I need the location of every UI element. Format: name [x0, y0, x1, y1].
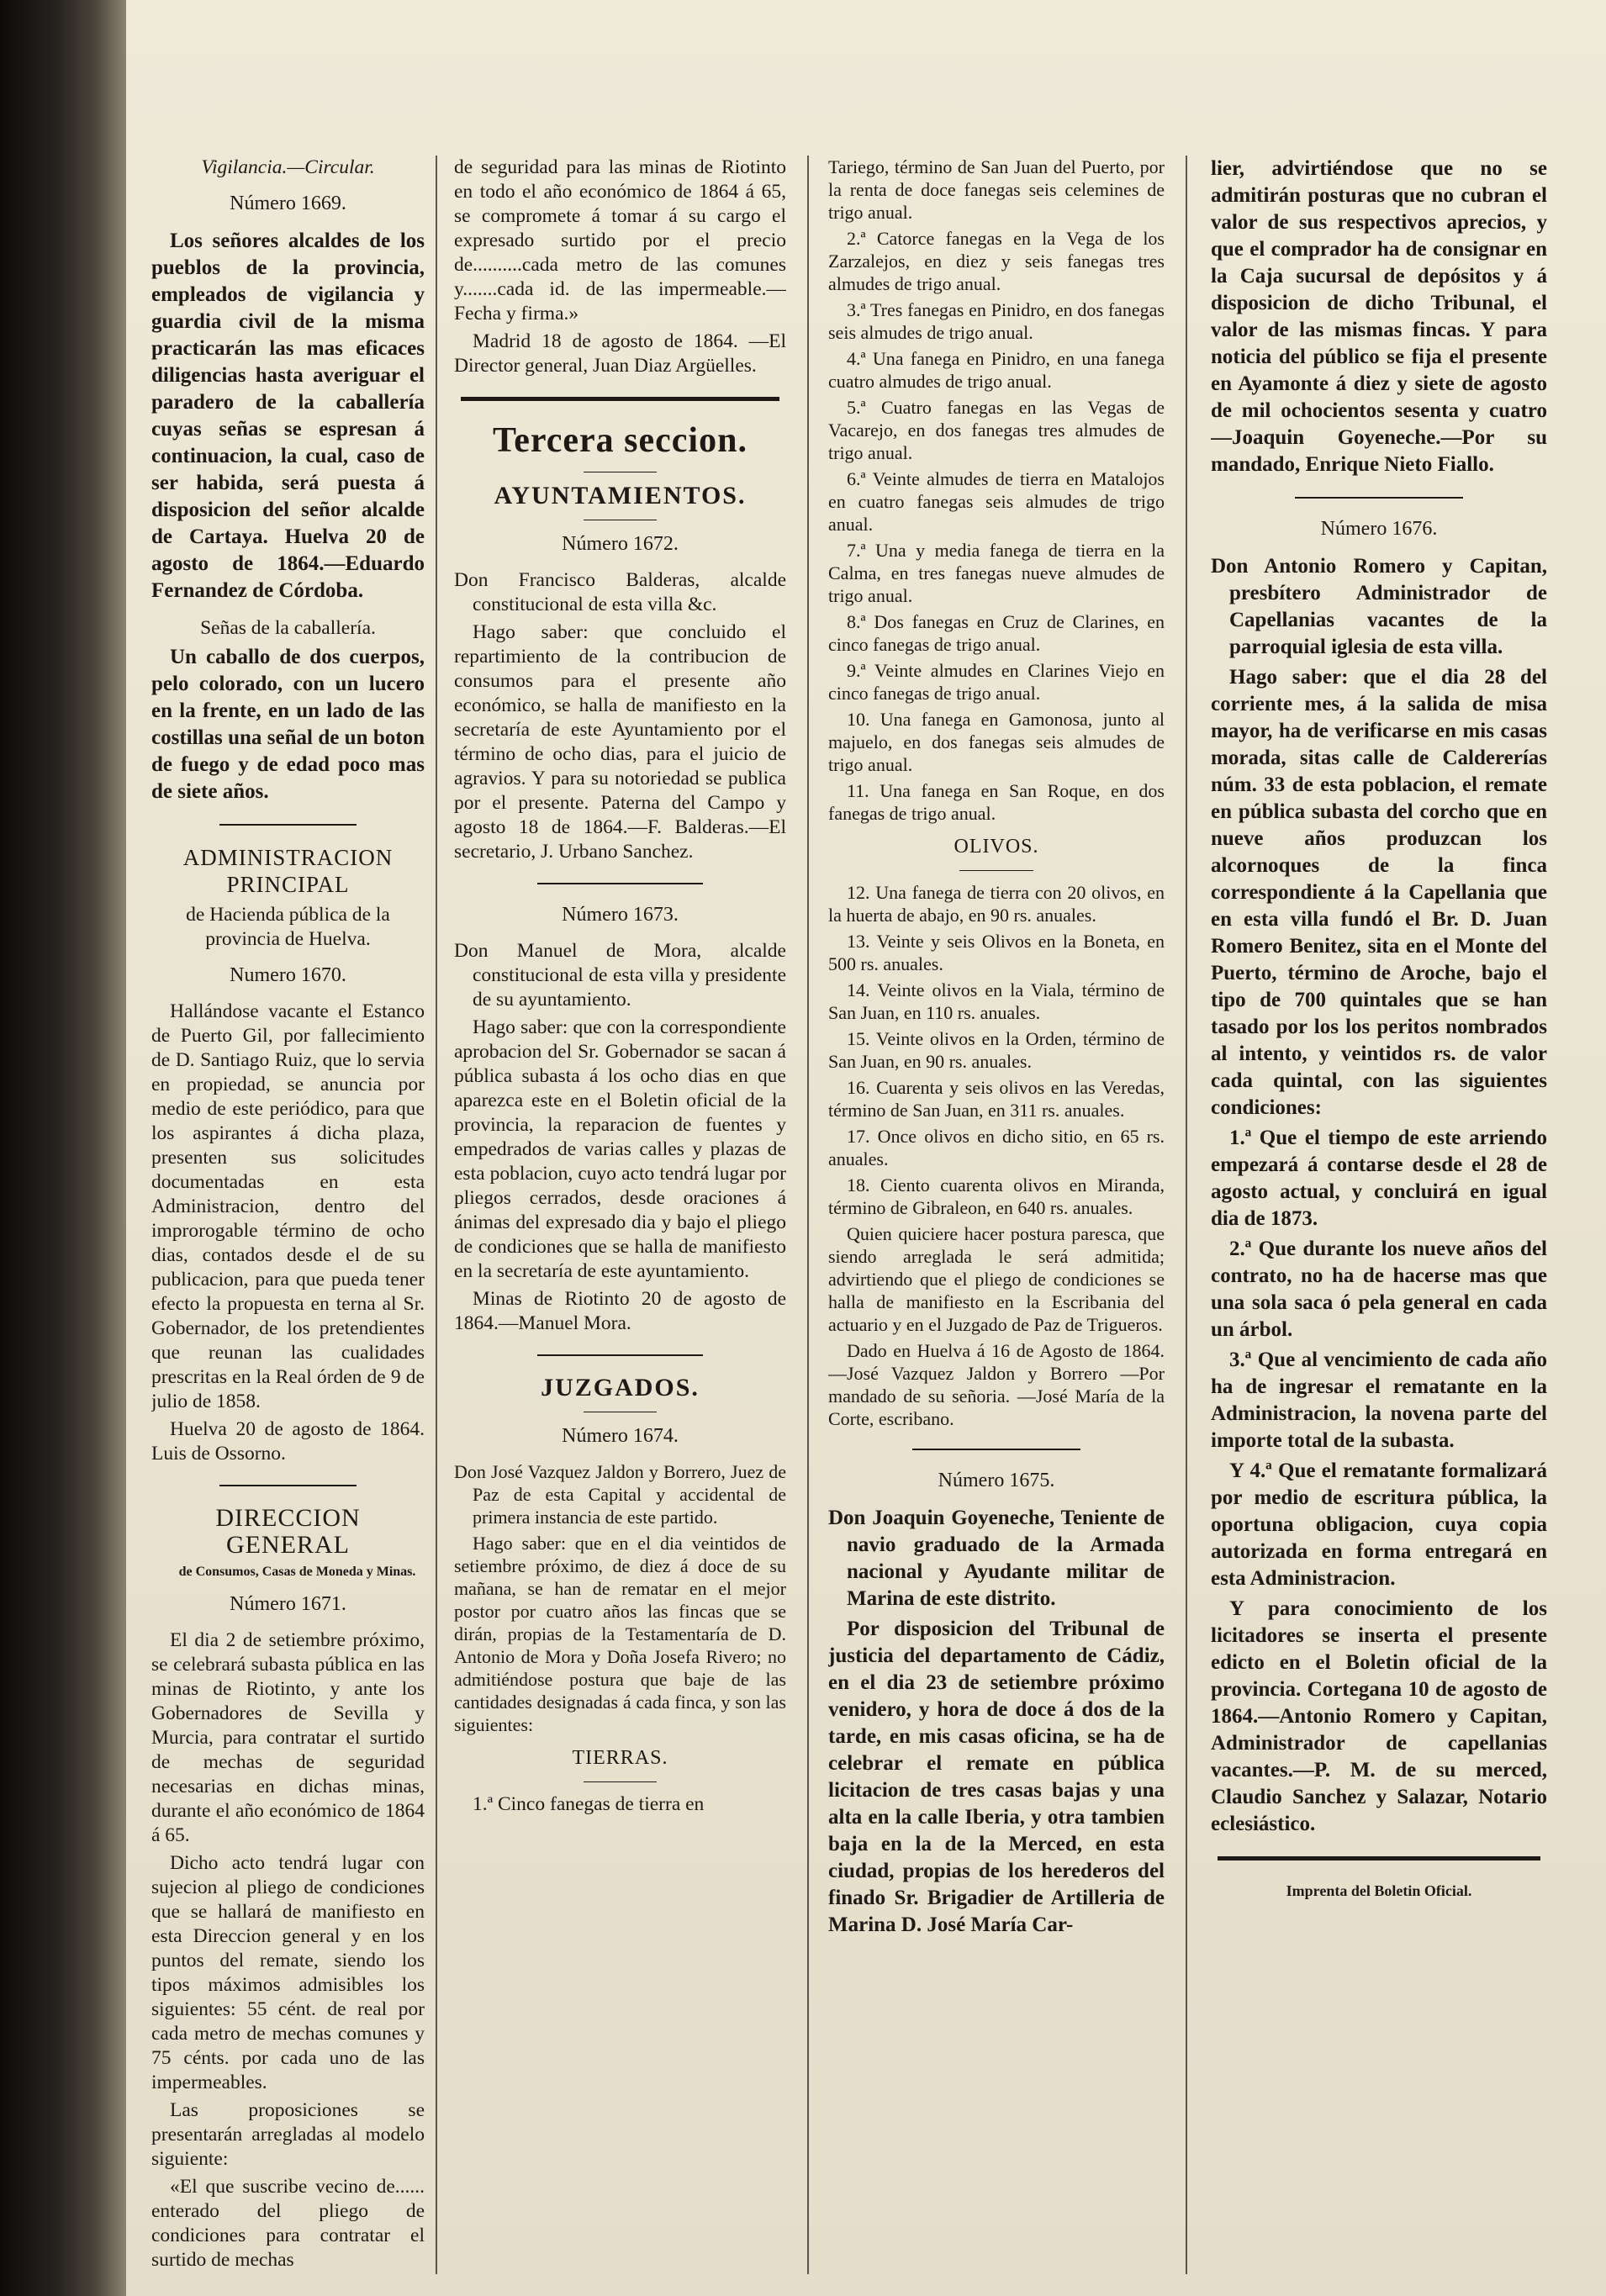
list-item: 5.ª Cuatro fanegas en las Vegas de Vacarejo, en dos fanegas tres almudes de trigo anual. — [828, 397, 1165, 463]
separator — [584, 1781, 657, 1782]
section-title: Señas de la caballería. — [200, 617, 376, 639]
list-item: 3.ª Tres fanegas en Pinidro, en dos fanegas seis almudes de trigo anual. — [828, 299, 1165, 343]
section-heading: AYUNTAMIENTOS. — [494, 482, 747, 509]
list-item: 14. Veinte olivos en la Viala, término de San Juan, en 110 rs. anuales. — [828, 979, 1165, 1023]
notice-number: Número 1675. — [938, 1470, 1055, 1491]
separator — [219, 1485, 357, 1486]
notice-body: lier, advirtiéndose que no se admitirán posturas que no cubran el valor de sus respectivos aprecios, y que el comprador ha de consignar en la Caja sucursal de depósitos y á disposicion de dicho Tribunal, el valor de las mismas fincas. Y para noticia del público se fija el presente en Ayamonte á diez y siete de agosto de mil ochocientos sesenta y cuatro —Joaquin Goyeneche.—Por su mandado, Enrique Nieto Fiallo. — [1211, 157, 1547, 476]
column-rule — [436, 156, 437, 2274]
separator — [461, 397, 779, 401]
section-heading: JUZGADOS. — [541, 1374, 700, 1401]
notice-signature: Dado en Huelva á 16 de Agosto de 1864.—José Vazquez Jaldon y Borrero —Por mandado de su señoria. —José María de la Corte, escribano. — [828, 1340, 1165, 1429]
list-item: 8.ª Dos fanegas en Cruz de Clarines, en cinco fanegas de trigo anual. — [828, 611, 1165, 655]
notice-body: Dicho acto tendrá lugar con sujecion al pliego de condiciones que se hallará de manifiesto en esta Direccion general y en los puntos del remate, siendo los tipos máximos admisibles los siguientes: 55 cént. de real por cada metro de mechas comunes y 75 cénts. por cada uno de las impermeables. — [151, 1852, 425, 2093]
list-item: 4.ª Una fanega en Pinidro, en una fanega cuatro almudes de trigo anual. — [828, 348, 1165, 392]
separator — [1295, 497, 1463, 499]
notice-body: de seguridad para las minas de Riotinto en todo el año económico de 1864 á 65, se compromete á tomar á su cargo el expresado surtido por el precio de..........cada metro de las comunes y.......cada id. de las impermeable.—Fecha y firma.» — [454, 156, 786, 325]
notice-signature: Y para conocimiento de los licitadores se inserta el presente edicto en el Boletin oficial de la provincia. Cortegana 10 de agosto de 1864.—Antonio Romero y Capitan, Administrador de capellanias vacantes.—P. M. de su merced, Claudio Sanchez y Salazar, Notario eclesiástico. — [1211, 1597, 1547, 1835]
list-item: 1.ª Que el tiempo de este arriendo empezará á contarse desde el 28 de agosto actual, y concluirá en igual dia de 1873. — [1211, 1127, 1547, 1230]
section-heading: ADMINISTRACION PRINCIPAL — [182, 845, 394, 897]
section-heading: TIERRAS. — [572, 1747, 668, 1769]
column-4 — [1211, 156, 1547, 2274]
list-item: 3.ª Que al vencimiento de cada año ha de ingresar el rematante en la Administracion, la novena parte del importe total de la subasta. — [1211, 1349, 1547, 1452]
notice-body: Quien quiciere hacer postura paresca, que siendo arreglada le será admitida; advirtiendo que el pliego de condiciones se halla de manifiesto en la Escribania del actuario y en el Juzgado de Paz de Trigueros. — [828, 1223, 1165, 1335]
list-item: 2.ª Catorce fanegas en la Vega de los Zarzalejos, en diez y seis fanegas tres almudes de trigo anual. — [828, 228, 1165, 294]
list-item: 1.ª Cinco fanegas de tierra en — [473, 1793, 705, 1815]
separator — [912, 1449, 1080, 1450]
section-title: Vigilancia.—Circular. — [201, 156, 375, 178]
notice-body: Las proposiciones se presentarán arregladas al modelo siguiente: — [151, 2099, 425, 2170]
list-item: 12. Una fanega de tierra con 20 olivos, en la huerta de abajo, en 90 rs. anuales. — [828, 882, 1165, 926]
column-rule — [1186, 156, 1187, 2274]
separator — [537, 1354, 704, 1356]
notice-body: Don Joaquin Goyeneche, Teniente de navio graduado de la Armada nacional y Ayudante militar de Marina de este distrito. — [828, 1507, 1165, 1610]
notice-body: Don Manuel de Mora, alcalde constitucional de esta villa y presidente de su ayuntamiento. — [454, 940, 786, 1011]
notice-signature: Minas de Riotinto 20 de agosto de 1864.—Manuel Mora. — [454, 1288, 786, 1334]
column-1 — [151, 156, 425, 2274]
notice-body: Hallándose vacante el Estanco de Puerto Gil, por fallecimiento de D. Santiago Ruiz, que lo servia en propiedad, se anuncia por medio de este periódico, para que los aspirantes á dicha plaza, presenten sus solicitudes documentadas en esta Administracion, dentro del improrogable término de ocho dias, contados desde el de su publicacion, para que pueda tener efecto la propuesta en terna al Sr. Gobernador, de los pretendientes que reunan las cualidades prescritas en la Real órden de 9 de julio de 1858. — [151, 1000, 425, 1412]
list-item: 7.ª Una y media fanega de tierra en la Calma, en tres fanegas nueve almudes de trigo anual. — [828, 540, 1165, 606]
separator — [219, 824, 357, 826]
separator — [1218, 1856, 1540, 1861]
printer-imprint: Imprenta del Boletin Oficial. — [1286, 1882, 1472, 1899]
notice-body: Por disposicion del Tribunal de justicia del departamento de Cádiz, en el dia 23 de setiembre próximo venidero, y hora de doce á dos de la tarde, en mis casas oficina, se ha de celebrar el remate en pública licitacion de tres casas bajas y una alta en la calle Iberia, y otra tambien baja en la de la Merced, en esta ciudad, propias de los herederos del finado Sr. Brigadier de Artilleria de Marina D. José María Car- — [828, 1618, 1165, 1936]
notice-body: «El que suscribe vecino de...... enterado del pliego de condiciones para contratar el surtido de mechas — [151, 2176, 425, 2271]
list-item: 16. Cuarenta y seis olivos en las Veredas, término de San Juan, en 311 rs. anuales. — [828, 1077, 1165, 1121]
list-item: 15. Veinte olivos en la Orden, término de San Juan, en 90 rs. anuales. — [828, 1028, 1165, 1072]
notice-signature: Huelva 20 de agosto de 1864. Luis de Ossorno. — [151, 1418, 425, 1465]
book-binding-edge — [0, 0, 126, 2296]
notice-number: Número 1672. — [562, 533, 679, 555]
notice-number: Numero 1670. — [230, 964, 346, 986]
list-item: 6.ª Veinte almudes de tierra en Matalojos en cuatro fanegas seis almudes de trigo anual. — [828, 468, 1165, 535]
section-heading: OLIVOS. — [954, 836, 1039, 858]
list-item: 10. Una fanega en Gamonosa, junto al majuelo, en dos fanegas seis almudes de trigo anual. — [828, 709, 1165, 775]
notice-body: Hago saber: que con la correspondiente aprobacion del Sr. Gobernador se sacan á pública subasta á los ocho dias en que aparezca este en el Boletin oficial de la provincia, la reparacion de fuentes y empedrados de varias calles y plazas de esta poblacion, cuyo acto tendrá lugar por pliegos cerrados, desde oraciones á ánimas del expresado dia y bajo el pliego de condiciones que se halla de manifiesto en la secretaría de este ayuntamiento. — [454, 1016, 786, 1282]
list-item: 2.ª Que durante los nueve años del contrato, no ha de hacerse mas que una sola saca ó pela general en cada un árbol. — [1211, 1238, 1547, 1341]
column-3 — [828, 156, 1165, 2274]
list-item: 11. Una fanega en San Roque, en dos fanegas de trigo anual. — [828, 780, 1165, 824]
list-item: 18. Ciento cuarenta olivos en Miranda, término de Gibraleon, en 640 rs. anuales. — [828, 1174, 1165, 1218]
notice-body: Los señores alcaldes de los pueblos de la provincia, empleados de vigilancia y guardia civil de la misma practicarán las mas eficaces diligencias hasta averiguar el paradero de la caballería cuyas señas se espresan á continuacion, la cual, caso de ser habida, será puesta á disposicion del señor alcalde de Cartaya. Huelva 20 de agosto de 1864.—Eduardo Fernandez de Córdoba. — [151, 230, 425, 602]
notice-body: El dia 2 de setiembre próximo, se celebrará subasta pública en las minas de Riotinto, y ante los Gobernadores de Sevilla y Murcia, para contratar el surtido de mechas de seguridad necesarias en dichas minas, durante el año económico de 1864 á 65. — [151, 1629, 425, 1846]
notice-body: Don José Vazquez Jaldon y Borrero, Juez de Paz de esta Capital y accidental de primera instancia de este partido. — [454, 1461, 786, 1528]
separator — [537, 883, 704, 884]
section-subheading: de Consumos, Casas de Moneda y Minas. — [178, 1565, 416, 1579]
notice-body: Hago saber: que en el dia veintidos de setiembre próximo, de diez á doce de su mañana, se han de rematar en el mejor postor por cuatro años las fincas que se dirán, propias de la Testamentaría de D. Antonio de Mora y Doña Josefa Rivero; no admitiéndose postura que baje de las cantidades designadas á cada finca, y son las siguientes: — [454, 1533, 786, 1735]
notice-number: Número 1676. — [1320, 518, 1438, 540]
separator — [959, 870, 1033, 871]
notice-number: Número 1673. — [562, 904, 679, 926]
notice-body: Un caballo de dos cuerpos, pelo colorado, con un lucero en la frente, en un lado de las costillas una señal de un boton de fuego y de edad poco mas de siete años. — [151, 646, 425, 803]
list-item: Y 4.ª Que el rematante formalizará por medio de escritura pública, la oportuna obligacion, cuya copia autorizada en forma entregará en esta Administracion. — [1211, 1459, 1547, 1590]
notice-body: Don Francisco Balderas, alcalde constitucional de esta villa &c. — [454, 569, 786, 615]
notice-body: Hago saber: que el dia 28 del corriente mes, á la salida de misa mayor, ha de verificarse en mis casas morada, sitas calle de Caldererías núm. 33 de esta poblacion, el remate en pública subasta del corcho que en nueve años produzcan los alcornoques de la finca correspondiente á la Capellania que en esta villa fundó el Br. D. Juan Romero Benitez, sita en el Monte del Puerto, término de Aroche, bajo el tipo de 700 quintales que se han tasado por los los peritos nombrados al intento, y veintidos rs. de valor cada quintal, con las siguientes condiciones: — [1211, 666, 1547, 1119]
column-2 — [454, 156, 786, 2274]
column-rule — [807, 156, 809, 2274]
list-item: 9.ª Veinte almudes en Clarines Viejo en cinco fanegas de trigo anual. — [828, 660, 1165, 704]
notice-number: Número 1674. — [562, 1425, 679, 1447]
notice-number: Número 1669. — [230, 193, 346, 214]
list-item: Tariego, término de San Juan del Puerto, por la renta de doce fanegas seis celemines de trigo anual. — [828, 156, 1165, 223]
section-subheading: de Hacienda pública de la provincia de Huelva. — [186, 904, 390, 950]
section-heading: Tercera seccion. — [493, 421, 748, 460]
list-item: 17. Once olivos en dicho sitio, en 65 rs. anuales. — [828, 1126, 1165, 1169]
notice-number: Número 1671. — [230, 1593, 346, 1615]
section-heading: DIRECCION GENERAL — [215, 1504, 361, 1559]
notice-body: Don Antonio Romero y Capitan, presbítero Administrador de Capellanias vacantes de la parroquial iglesia de esta villa. — [1211, 555, 1547, 658]
notice-body: Hago saber: que concluido el repartimiento de la contribucion de consumos para el presente año económico, se halla de manifiesto en la secretaría de este Ayuntamiento por el término de ocho dias, para el juicio de agravios. Y para su notoriedad se publica por el presente. Paterna del Campo y agosto 18 de 1864.—F. Balderas.—El secretario, J. Urbano Sanchez. — [454, 621, 786, 863]
list-item: 13. Veinte y seis Olivos en la Boneta, en 500 rs. anuales. — [828, 931, 1165, 974]
notice-signature: Madrid 18 de agosto de 1864. —El Director general, Juan Diaz Argüelles. — [454, 330, 786, 377]
